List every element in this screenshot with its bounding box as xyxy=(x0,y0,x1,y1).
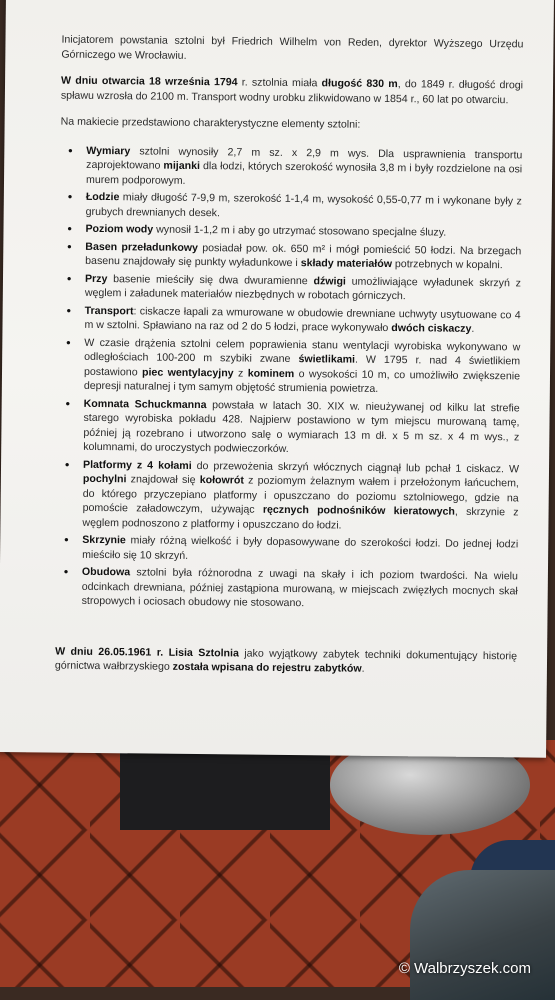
dark-box xyxy=(120,745,330,830)
text-run: powstała w latach 30. XIX w. nieużywanej od kilku lat strefie starego wyrobiska pokładu 428. Najpierw postawiono w tym miejscu murowaną tamę, później ją rozebrano i utworzono salę o wymiarach 13 m dł. x 5 m sz. x 4 m wys., z kolumnami, do uroczystych podwieczorków. xyxy=(83,398,520,455)
text-run: z poziomym żelaznym wałem i przełożonym łańcuchem, do którego przyczepiano platformy i opuszczano do poziomu sztolniowego, gdzie na pomoście załadowczym, używając xyxy=(82,474,519,516)
text-run: , do 1849 r. długość drogi spławu wzrosła do 2100 m. Transport wodny urobku zlikwidowano w 1854 r., 60 lat po otwarciu. xyxy=(60,78,524,106)
text-run: posiadał pow. ok. 650 m² i mógł pomieścić 50 łodzi. Na brzegach basenu znajdowały się punkty wyładunkowe i xyxy=(85,241,522,270)
bullet-icon: • xyxy=(67,221,72,236)
elements-intro: Na makiecie przedstawiono charakterystyczne elementy sztolni: xyxy=(60,115,361,131)
bold-text: W dniu otwarcia 18 września 1794 xyxy=(61,74,238,89)
bold-text: Komnata Schuckmanna xyxy=(83,397,207,411)
list-item xyxy=(59,239,521,273)
bold-text: Przy xyxy=(84,272,108,285)
bullet-icon: • xyxy=(66,271,72,286)
text-run: dla łodzi, których szerokość wynosiła 3,8 m i były rozdzielone na osi murem podporowym. xyxy=(85,160,523,187)
watermark: © Walbrzyszek.com xyxy=(398,960,531,977)
list-item xyxy=(59,222,521,241)
text-run: , skrzynie z węglem podnoszono z platformy i opuszczano do łodzi. xyxy=(82,505,519,532)
text-run: z xyxy=(233,366,248,380)
text-run: . xyxy=(471,322,475,335)
bold-text: dwóch ciskaczy xyxy=(391,322,472,335)
text-run: . W 1795 r. nad 4 świetlikiem postawiono xyxy=(83,353,521,378)
bold-text: pochylni xyxy=(82,472,127,486)
document-text xyxy=(55,33,524,690)
bold-text: piec wentylacyjny xyxy=(141,365,234,379)
list-item xyxy=(58,303,520,337)
text-run: umożliwiające wyładunek skrzyń z węglem i załadunek materiałów niezbędnych w robotach górniczych. xyxy=(84,275,522,303)
bold-text: kominem xyxy=(247,367,295,380)
bold-text: Wymiary xyxy=(86,144,131,157)
bullet-icon: • xyxy=(63,564,69,579)
bold-text: świetlikami xyxy=(298,353,356,366)
bold-text: długość 830 m xyxy=(321,77,398,91)
bullet-icon: • xyxy=(68,143,73,158)
text-run: sztolni wynosiły 2,7 m sz. x 2,9 m wys. Dla usprawnienia transportu zaprojektowano xyxy=(86,144,523,172)
bold-text: została wpisana do rejestru zabytków xyxy=(172,660,362,675)
text-run: r. sztolnia miała xyxy=(237,76,322,90)
bold-text: Platformy z 4 kołami xyxy=(82,458,192,472)
text-run: o wysokości 10 m, co umożliwiło zwiększenie depresji naturalnej i tym samym objętość strumienia powietrza. xyxy=(83,367,521,395)
bold-text: Basen przeładunkowy xyxy=(85,240,199,254)
list-item xyxy=(56,457,519,534)
text-run: do przewożenia skrzyń włócznych ciągnął lub pchał 1 ciskacz. W xyxy=(191,459,520,475)
text-run: jako wyjątkowy zabytek techniki dokumentujący historię górnictwa wałbrzyskiego xyxy=(54,646,518,673)
list-item xyxy=(60,190,522,224)
bullet-icon: • xyxy=(66,335,71,350)
text-run: Inicjatorem powstania sztolni był Friedrich Wilhelm von Reden, dyrektor Wyższego Urzędu Górniczego we Wrocławiu. xyxy=(61,33,524,62)
text-run: : ciskacze łapali za wmurowane w obudowie drewniane uchwyty usytuowane co 4 m w sztolni. Spławiano na raz od 2 do 5 łodzi, prace wykonywało xyxy=(84,304,521,335)
text-run: . xyxy=(361,662,365,675)
bullet-icon: • xyxy=(64,457,70,472)
bullet-icon: • xyxy=(66,303,71,318)
bold-text: dźwigi xyxy=(313,274,346,288)
bold-text: Transport xyxy=(84,304,134,317)
list-item xyxy=(56,565,518,613)
text-run: potrzebnych w kopalni. xyxy=(391,258,503,272)
bold-text: kołowrót xyxy=(199,474,244,487)
paragraph-register xyxy=(55,644,517,678)
paragraph-opening xyxy=(61,74,523,108)
bullet-icon: • xyxy=(67,239,72,254)
paragraph-initiator xyxy=(61,33,523,67)
bold-text: Poziom wody xyxy=(85,222,154,236)
list-item xyxy=(59,271,521,305)
text-run: miały długość 7-9,9 m, szerokość 1-1,4 m, wysokość 0,55-0,77 m i wykonane były z grubych drewnianych desek. xyxy=(85,191,522,219)
bold-text: mijanki xyxy=(163,159,201,173)
text-run: basenie mieściły się dwa dwuramienne xyxy=(107,272,314,287)
text-run: wynosił 1-1,2 m i aby go utrzymać stosowano specjalne śluzy. xyxy=(153,223,447,239)
list-item xyxy=(56,533,518,567)
bold-text: składy materiałów xyxy=(300,257,393,271)
text-run: W czasie drążenia sztolni celem poprawienia stanu wentylacji wyrobiska wykonywano w odległościach 100-200 m szybiki zwane xyxy=(84,336,521,366)
text-run: sztolni była różnorodna z uwagi na skały i ich poziom twardości. Na wielu odcinkach drewniana, później zastąpiona murowaną, w miejscach zwięzłych mocnych skał stropowych i ociosach obudowy nie stosowano. xyxy=(81,566,518,610)
bold-text: Łodzie xyxy=(85,190,120,204)
bold-text: W dniu 26.05.1961 r. Lisia Sztolnia xyxy=(55,645,239,659)
list-item xyxy=(57,396,520,459)
list-item xyxy=(60,143,522,191)
list-item xyxy=(58,335,521,398)
elements-list xyxy=(56,143,523,613)
bullet-icon: • xyxy=(64,532,69,547)
bold-text: Skrzynie xyxy=(82,533,126,547)
shoe xyxy=(410,870,555,1000)
text-run: znajdował się xyxy=(126,473,200,487)
bold-text: Obudowa xyxy=(81,565,131,579)
bold-text: ręcznych podnośników kieratowych xyxy=(262,503,455,518)
bullet-icon: • xyxy=(65,396,70,411)
text-run: miały różną wielkość i były dopasowywane do szerokości łodzi. Do jednej łodzi mieściło się 10 skrzyń. xyxy=(82,534,519,562)
bullet-icon: • xyxy=(67,189,73,204)
